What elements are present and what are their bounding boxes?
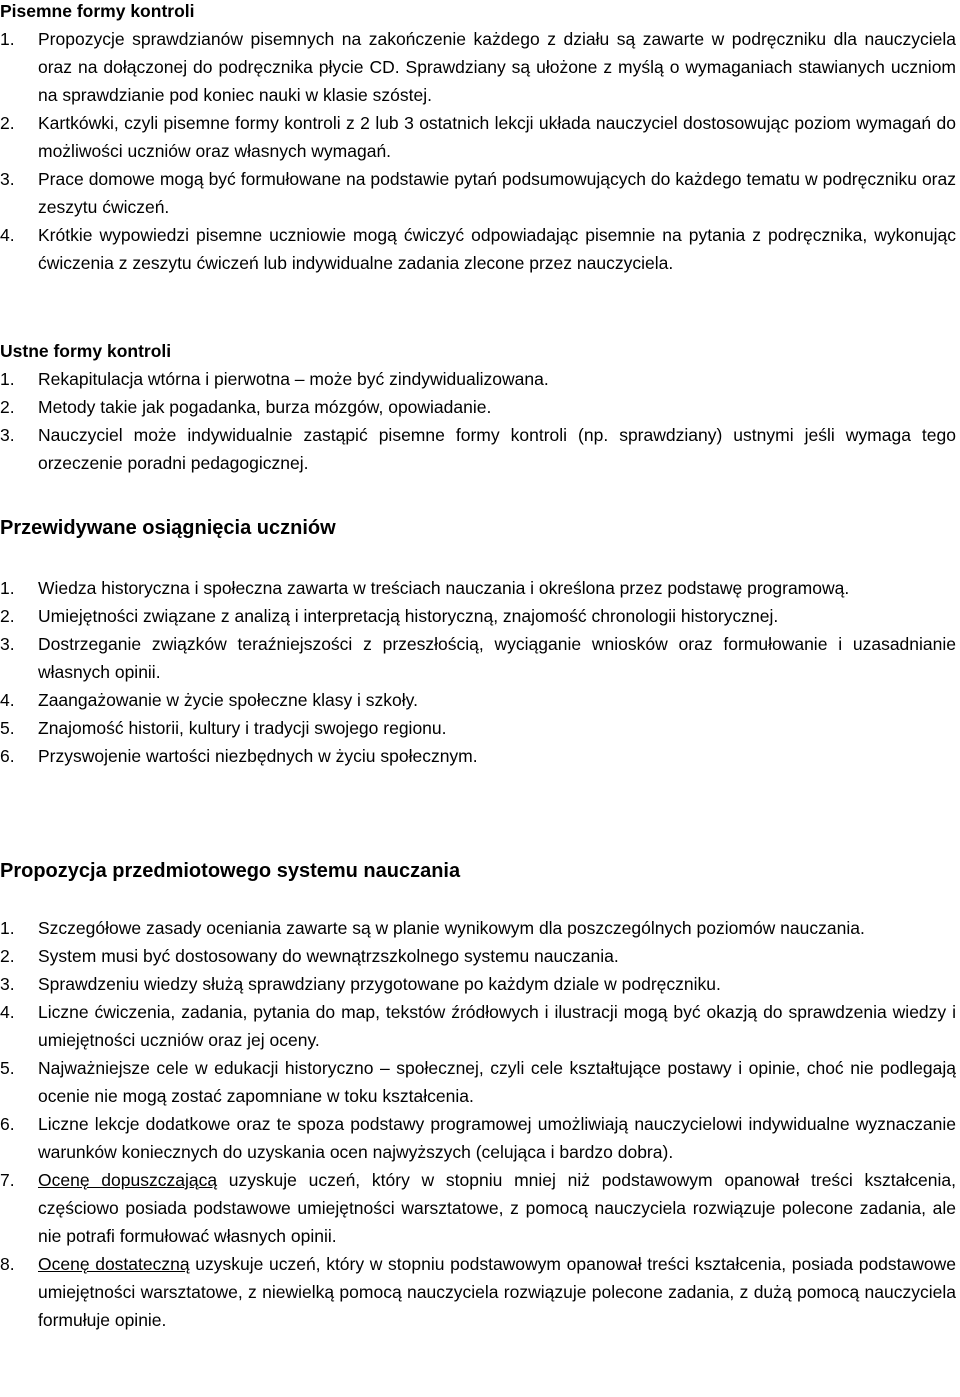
item-text: Umiejętności związane z analizą i interpretacją historyczną, znajomość chronologii historycznej. (38, 606, 779, 626)
item-number: 6. (0, 746, 15, 766)
list-item (0, 942, 956, 970)
item-number: 4. (0, 1002, 15, 1022)
item-number: 5. (0, 718, 15, 738)
item-number: 3. (0, 634, 15, 654)
list-item (0, 714, 956, 742)
item-text: uzyskuje uczeń, który w stopniu mniej niż podstawowym opanował treści kształcenia, częściowo posiada podstawowe umiejętności warsztatowe, z pomocą nauczyciela rozwiązuje polecone zadania, ale nie potrafi formułować własnych opinii. (38, 1170, 956, 1246)
list-item (0, 602, 956, 630)
written-forms-heading: Pisemne formy kontroli (0, 1, 195, 21)
list-item (0, 109, 956, 165)
list-item (0, 365, 956, 393)
item-number: 3. (0, 169, 15, 189)
item-text: Metody takie jak pogadanka, burza mózgów, opowiadanie. (38, 397, 492, 417)
item-text: Liczne lekcje dodatkowe oraz te spoza podstawy programowej umożliwiają nauczycielowi indywidualne wyznaczanie warunków koniecznych do uzyskania ocen najwyższych (celująca i bardzo dobra). (38, 1114, 956, 1162)
list-item (0, 25, 956, 109)
item-number: 7. (0, 1170, 15, 1190)
item-number: 4. (0, 690, 15, 710)
list-item (0, 574, 956, 602)
list-item (0, 686, 956, 714)
item-text: Krótkie wypowiedzi pisemne uczniowie mogą ćwiczyć odpowiadając pisemnie na pytania z podręcznika, wykonując ćwiczenia z zeszytu ćwiczeń lub indywidualne zadania zlecone przez nauczyciela. (38, 225, 956, 273)
item-text: Dostrzeganie związków teraźniejszości z przeszłością, wyciąganie wniosków oraz formułowanie i uzasadnianie własnych opinii. (38, 634, 956, 682)
item-number: 3. (0, 974, 15, 994)
item-number: 3. (0, 425, 15, 445)
list-item (0, 742, 956, 770)
list-item (0, 1110, 956, 1166)
item-text: Rekapitulacja wtórna i pierwotna – może być zindywidualizowana. (38, 369, 549, 389)
item-text: Liczne ćwiczenia, zadania, pytania do map, tekstów źródłowych i ilustracji mogą być okazją do sprawdzenia wiedzy i umiejętności uczniów oraz jej oceny. (38, 1002, 956, 1050)
item-text: System musi być dostosowany do wewnątrzszkolnego systemu nauczania. (38, 946, 619, 966)
item-text: Prace domowe mogą być formułowane na podstawie pytań podsumowujących do każdego tematu w podręczniku oraz zeszytu ćwiczeń. (38, 169, 956, 217)
item-number: 2. (0, 946, 15, 966)
item-number: 6. (0, 1114, 15, 1134)
list-item (0, 970, 956, 998)
list-item (0, 393, 956, 421)
item-text: Najważniejsze cele w edukacji historyczno – społecznej, czyli cele kształtujące postawy i opinie, choć nie podlegają ocenie nie mogą zostać zapomniane w toku kształcenia. (38, 1058, 956, 1106)
system-heading: Propozycja przedmiotowego systemu nauczania (0, 860, 461, 882)
item-text: Kartkówki, czyli pisemne formy kontroli z 2 lub 3 ostatnich lekcji układa nauczyciel dostosowując poziom wymagań do możliwości uczniów oraz własnych wymagań. (38, 113, 956, 161)
grade-name: Ocenę dostateczną (38, 1254, 190, 1274)
list-item (0, 221, 956, 277)
item-text: Znajomość historii, kultury i tradycji swojego regionu. (38, 718, 447, 738)
item-number: 8. (0, 1254, 15, 1274)
system-list (0, 914, 956, 1334)
item-text: Sprawdzeniu wiedzy służą sprawdziany przygotowane po każdym dziale w podręczniku. (38, 974, 721, 994)
achievements-heading: Przewidywane osiągnięcia uczniów (0, 517, 336, 539)
list-item (0, 1166, 956, 1250)
item-number: 4. (0, 225, 15, 245)
item-text: Przyswojenie wartości niezbędnych w życiu społecznym. (38, 746, 478, 766)
item-text: Wiedza historyczna i społeczna zawarta w treściach nauczania i określona przez podstawę programową. (38, 578, 850, 598)
written-forms-list (0, 25, 956, 277)
list-item (0, 421, 956, 477)
item-number: 2. (0, 397, 15, 417)
item-number: 2. (0, 606, 15, 626)
item-number: 1. (0, 578, 15, 598)
item-number: 1. (0, 918, 15, 938)
list-item (0, 1054, 956, 1110)
item-text: Propozycje sprawdzianów pisemnych na zakończenie każdego z działu są zawarte w podręczniku dla nauczyciela oraz na dołączonej do podręcznika płycie CD. Sprawdziany są ułożone z myślą o wymaganiach stawianych uczniom na sprawdzianie pod koniec nauki w klasie szóstej. (38, 29, 956, 105)
achievements-list (0, 574, 956, 770)
grade-name: Ocenę dopuszczającą (38, 1170, 218, 1190)
list-item (0, 1250, 956, 1334)
list-item (0, 630, 956, 686)
item-number: 5. (0, 1058, 15, 1078)
list-item (0, 914, 956, 942)
item-text: uzyskuje uczeń, który w stopniu podstawowym opanował treści kształcenia, posiada podstawowe umiejętności warsztatowe, z niewielką pomocą nauczyciela rozwiązuje polecone zadania, z dużą pomocą nauczyciela formułuje opinie. (38, 1254, 957, 1330)
item-text: Szczegółowe zasady oceniania zawarte są w planie wynikowym dla poszczególnych poziomów nauczania. (38, 918, 865, 938)
oral-forms-heading: Ustne formy kontroli (0, 341, 172, 361)
item-number: 2. (0, 113, 15, 133)
item-number: 1. (0, 369, 15, 389)
list-item (0, 998, 956, 1054)
item-number: 1. (0, 29, 15, 49)
item-text: Zaangażowanie w życie społeczne klasy i szkoły. (38, 690, 418, 710)
oral-forms-list (0, 365, 956, 477)
list-item (0, 165, 956, 221)
item-text: Nauczyciel może indywidualnie zastąpić pisemne formy kontroli (np. sprawdziany) ustnymi jeśli wymaga tego orzeczenie poradni pedagogicznej. (38, 425, 956, 473)
